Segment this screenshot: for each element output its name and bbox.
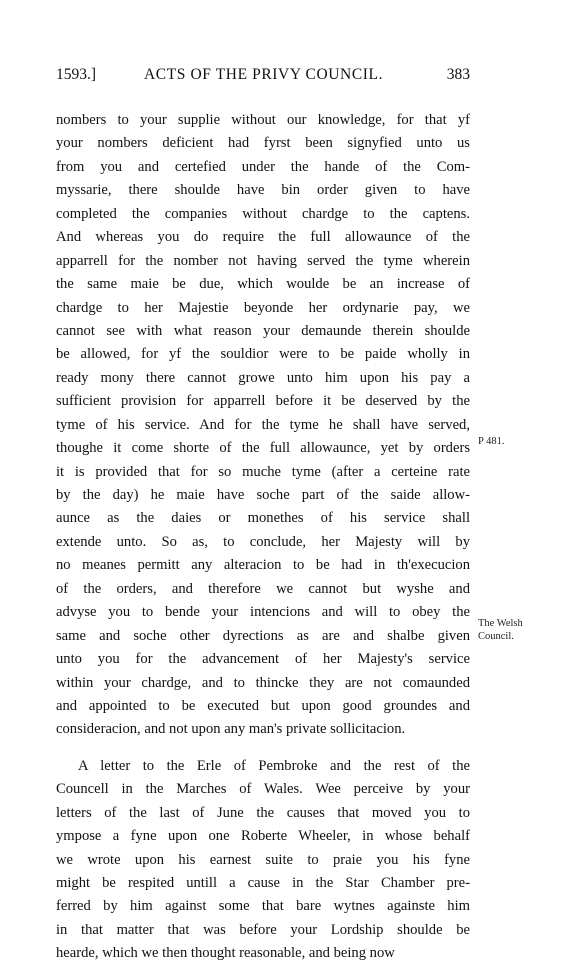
header-title: ACTS OF THE PRIVY COUNCIL. <box>144 66 384 83</box>
text-line: consideracion, and not upon any man's private sollicitacion. <box>56 721 406 738</box>
text-line: Councell in the Marches of Wales. Wee perceive by your <box>56 781 470 798</box>
margin-note-welsh-council <box>478 617 523 643</box>
text-line: ympose a fyne upon one Roberte Wheeler, in whose behalf <box>56 828 470 845</box>
text-line: within your chardge, and to thincke they are not comaunded <box>56 674 470 691</box>
text-line: letters of the last of June the causes that moved you to <box>56 804 470 821</box>
text-line: nombers to your supplie without our knowledge, for that yf <box>56 112 470 128</box>
text-line: aunce as the daies or monethes of his service shall <box>56 510 470 527</box>
text-line: and appointed to be executed but upon good groundes and <box>56 697 470 714</box>
margin-note-line: The Welsh <box>478 618 523 629</box>
text-line: A letter to the Erle of Pembroke and the rest of the <box>78 757 470 774</box>
text-line: myssarie, there shoulde have bin order given to have <box>56 182 470 199</box>
text-line: be allowed, for yf the souldior were to be paide wholly in <box>56 346 470 363</box>
text-line: from you and certefied under the hande of the Com- <box>56 158 470 175</box>
margin-note-line: Council. <box>478 631 514 642</box>
page-header <box>56 66 470 88</box>
text-line: thoughe it come shorte of the full allowaunce, yet by orders <box>56 440 470 457</box>
paragraph-1 <box>56 109 470 742</box>
margin-page-reference: P 481. <box>478 436 505 447</box>
text-line: ferred by him against some that bare wytnes againste him <box>56 898 470 915</box>
text-line: sufficient provision for apparrell before it be deserved by the <box>56 393 470 410</box>
page-number: 383 <box>446 66 470 83</box>
text-line: hearde, which we then thought reasonable, and being now <box>56 945 395 962</box>
text-line: same and soche other dyrections as are and shalbe given <box>56 627 470 644</box>
text-line: by the day) he maie have soche part of the saide allow- <box>56 487 470 503</box>
body-text <box>56 109 470 966</box>
text-line: the same maie be due, which woulde be an increase of <box>56 276 470 293</box>
paragraph-2 <box>56 755 470 966</box>
text-line: completed the companies without chardge to the captens. <box>56 205 470 222</box>
text-line: it is provided that for so muche tyme (after a certeine rate <box>56 463 470 480</box>
text-line: no meanes permitt any alteracion to be had in th'execucion <box>56 557 470 574</box>
header-year: 1593.] <box>56 66 97 83</box>
text-line: ready mony there cannot growe unto him upon his pay a <box>56 369 470 386</box>
text-line: And whereas you do require the full allowaunce of the <box>56 229 470 246</box>
text-line: apparrell for the nomber not having served the tyme wherein <box>56 252 470 269</box>
text-line: your nombers deficient had fyrst been signyfied unto us <box>56 135 470 152</box>
text-line: in that matter that was before your Lordship shoulde be <box>56 921 470 938</box>
text-line: of the orders, and therefore we cannot but wyshe and <box>56 580 470 597</box>
text-line: tyme of his service. And for the tyme he shall have served, <box>56 416 470 433</box>
text-line: unto you for the advancement of her Majesty's service <box>56 651 470 668</box>
text-line: we wrote upon his earnest suite to praie you his fyne <box>56 851 470 868</box>
text-line: cannot see with what reason your demaunde therein shoulde <box>56 322 470 339</box>
text-line: extende unto. So as, to conclude, her Majesty will by <box>56 533 470 550</box>
text-line: advyse you to bende your intencions and will to obey the <box>56 604 470 621</box>
text-line: chardge to her Majestie beyonde her ordynarie pay, we <box>56 299 470 316</box>
text-line: might be respited untill a cause in the Star Chamber pre- <box>56 875 470 891</box>
